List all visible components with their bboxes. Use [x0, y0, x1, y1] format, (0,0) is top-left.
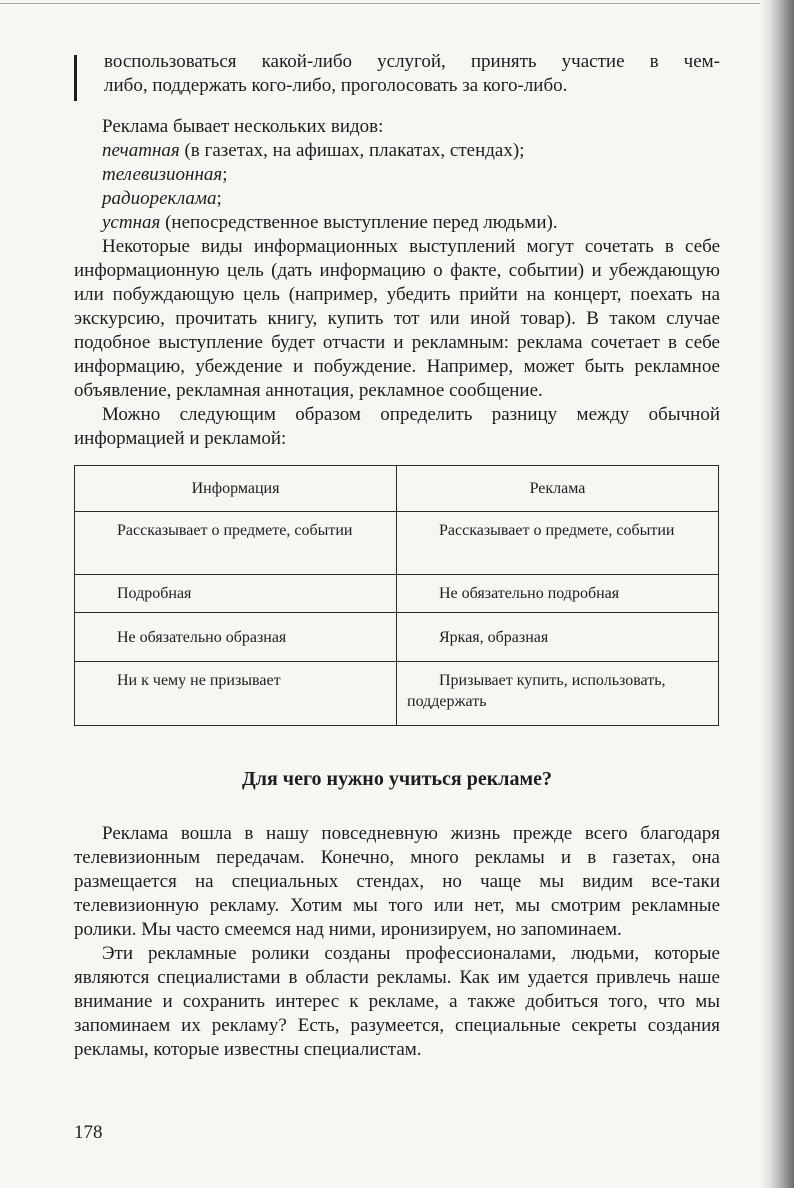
table-cell: Рассказывает о предмете, событии	[75, 512, 397, 575]
kind-item	[102, 163, 720, 187]
kind-rest: ;	[222, 164, 228, 185]
page-body	[74, 50, 720, 1062]
column-header-information: Информация	[75, 466, 397, 512]
book-spine-shadow	[760, 0, 794, 1188]
table-cell: Не обязательно подробная	[397, 575, 719, 613]
kind-item	[102, 211, 720, 235]
table-cell: Подробная	[75, 575, 397, 613]
page-top-edge	[0, 3, 770, 4]
tv-advertising-paragraph: Реклама вошла в нашу повседневную жизнь прежде всего благодаря телевизионным передачам. Конечно, много рекламы и в газетах, она размещается на специальных стендах, но чаще мы видим все-таки телевизионную рекламу. Хотим мы того или нет, мы смотрим рекламные ролики. Мы часто смеемся над ними, иронизируем, но запоминаем.	[74, 823, 720, 940]
kind-rest: (непосредственное выступление перед людьми).	[160, 212, 558, 233]
table-row	[75, 512, 719, 575]
table-row	[75, 575, 719, 613]
section-heading: Для чего нужно учиться рекламе?	[242, 768, 552, 790]
kind-item	[102, 187, 720, 211]
table-row	[75, 662, 719, 726]
table-cell: Ни к чему не призывает	[75, 662, 397, 726]
intro-line-1: воспользоваться какой-либо услугой, принять участие в чем-	[104, 51, 720, 72]
table-cell: Призывает купить, использовать, поддержать	[397, 662, 719, 726]
combined-goals-paragraph: Некоторые виды информационных выступлений могут сочетать в себе информационную цель (дать информацию о факте, событии) и убеждающую или побуждающую цель (например, убедить прийти на концерт, поехать на экскурсию, прочитать книгу, купить тот или иной товар). В таком случае подобное выступление будет отчасти и рекламным: реклама сочетает в себе информацию, убеждение и побуждение. Например, может быть рекламное объявление, рекламная аннотация, рекламное сообщение.	[74, 236, 720, 401]
page-number: 178	[74, 1122, 103, 1143]
kind-term: телевизионная	[102, 164, 223, 185]
column-header-advertising: Реклама	[397, 466, 719, 512]
kind-term: радиореклама	[102, 188, 217, 209]
kind-item	[102, 139, 720, 163]
kind-term: устная	[102, 212, 161, 233]
table-cell: Не обязательно образная	[75, 613, 397, 662]
comparison-table	[74, 465, 719, 726]
advertising-secrets-paragraph: Эти рекламные ролики созданы профессионалами, людьми, которые являются специалистами в области рекламы. Как им удается привлечь наше внимание и сохранить интерес к рекламе, а также добиться того, что мы запоминаем их рекламу? Есть, разумеется, специальные секреты создания рекламы, которые известны специалистам.	[74, 943, 720, 1060]
intro-paragraph	[74, 50, 720, 98]
table-row	[75, 613, 719, 662]
kind-rest: (в газетах, на афишах, плакатах, стендах);	[179, 140, 525, 161]
table-header-row	[75, 466, 719, 512]
table-cell: Рассказывает о предмете, событии	[397, 512, 719, 575]
table-cell: Яркая, образная	[397, 613, 719, 662]
kind-rest: ;	[216, 188, 222, 209]
table-intro-paragraph: Можно следующим образом определить разницу между обычной информацией и рекламой:	[74, 404, 720, 449]
intro-line-2: либо, поддержать кого-либо, проголосовать за кого-либо.	[104, 75, 568, 96]
kind-term: печатная	[102, 140, 180, 161]
kinds-intro: Реклама бывает нескольких видов:	[102, 116, 384, 137]
